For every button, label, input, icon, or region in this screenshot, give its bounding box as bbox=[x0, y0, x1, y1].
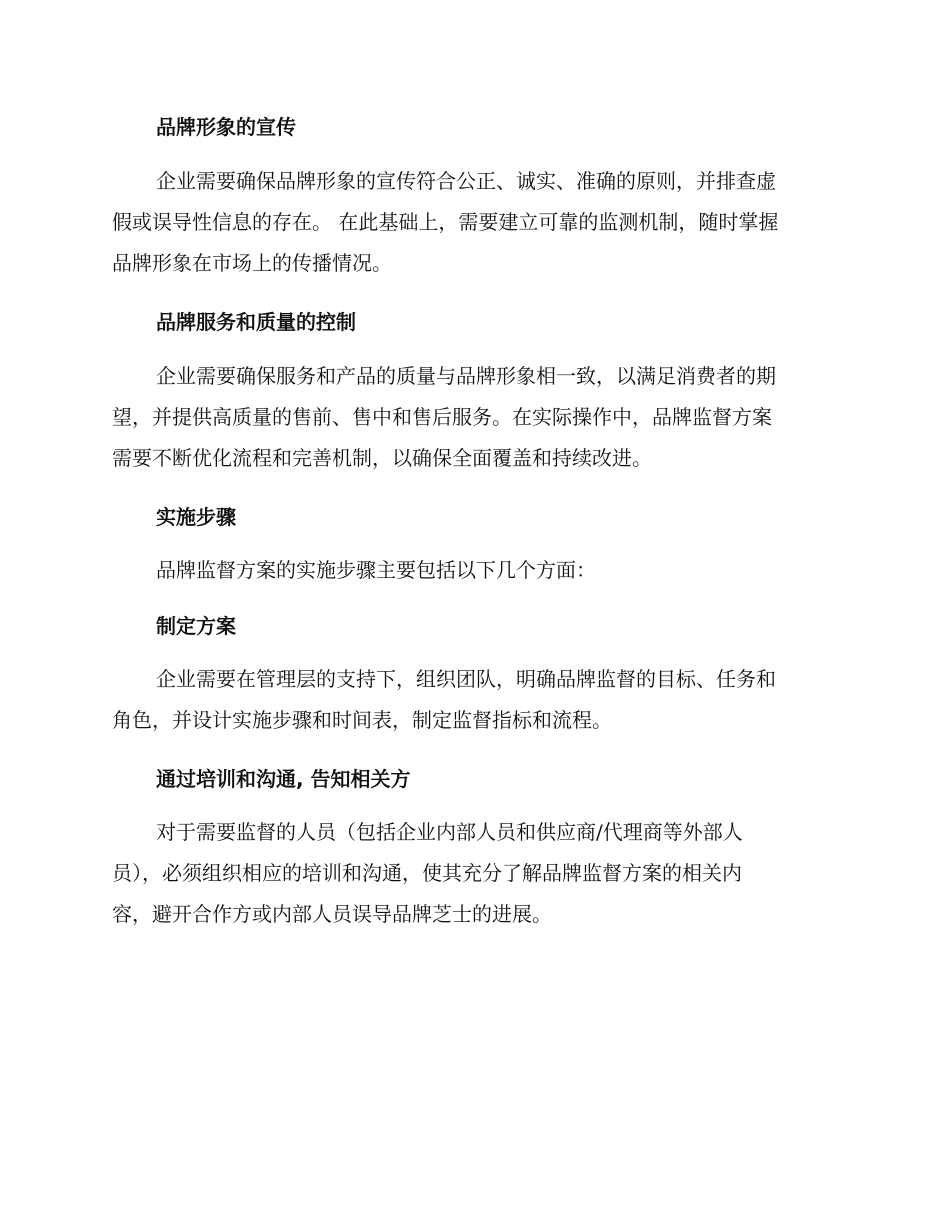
section-paragraph-formulate-plan bbox=[112, 659, 842, 741]
paragraph-line: 品牌形象在市场上的传播情况。 bbox=[112, 251, 392, 275]
section-paragraph-service-quality-control bbox=[112, 356, 842, 479]
paragraph-line: 望，并提供高质量的售前、售中和售后服务。在实际操作中，品牌监督方案 bbox=[112, 405, 772, 429]
section-heading-formulate-plan: 制定方案 bbox=[156, 614, 236, 638]
paragraph-line: 容，避开合作方或内部人员误导品牌芝士的进展。 bbox=[112, 902, 552, 926]
section-heading-implementation-steps: 实施步骤 bbox=[156, 505, 236, 529]
paragraph-line: 需要不断优化流程和完善机制，以确保全面覆盖和持续改进。 bbox=[112, 446, 652, 470]
section-heading-service-quality-control: 品牌服务和质量的控制 bbox=[156, 310, 356, 334]
paragraph-line: 对于需要监督的人员（包括企业内部人员和供应商/代理商等外部人 bbox=[156, 820, 743, 844]
paragraph-line: 品牌监督方案的实施步骤主要包括以下几个方面： bbox=[156, 558, 596, 582]
paragraph-line: 企业需要在管理层的支持下，组织团队，明确品牌监督的目标、任务和 bbox=[156, 667, 776, 691]
paragraph-line: 企业需要确保品牌形象的宣传符合公正、诚实、准确的原则，并排查虚 bbox=[156, 169, 776, 193]
paragraph-line: 员），必须组织相应的培训和沟通，使其充分了解品牌监督方案的相关内 bbox=[112, 861, 742, 885]
section-heading-brand-image-promotion: 品牌形象的宣传 bbox=[156, 115, 296, 139]
paragraph-line: 角色，并设计实施步骤和时间表，制定监督指标和流程。 bbox=[112, 708, 612, 732]
paragraph-line: 企业需要确保服务和产品的质量与品牌形象相一致，以满足消费者的期 bbox=[156, 364, 776, 388]
section-paragraph-training-communication bbox=[112, 812, 842, 935]
section-heading-training-communication: 通过培训和沟通, 告知相关方 bbox=[156, 767, 411, 791]
section-paragraph-implementation-steps bbox=[112, 550, 842, 591]
paragraph-line: 假或误导性信息的存在。 在此基础上，需要建立可靠的监测机制，随时掌握 bbox=[112, 210, 779, 234]
section-paragraph-brand-image-promotion bbox=[112, 161, 842, 284]
